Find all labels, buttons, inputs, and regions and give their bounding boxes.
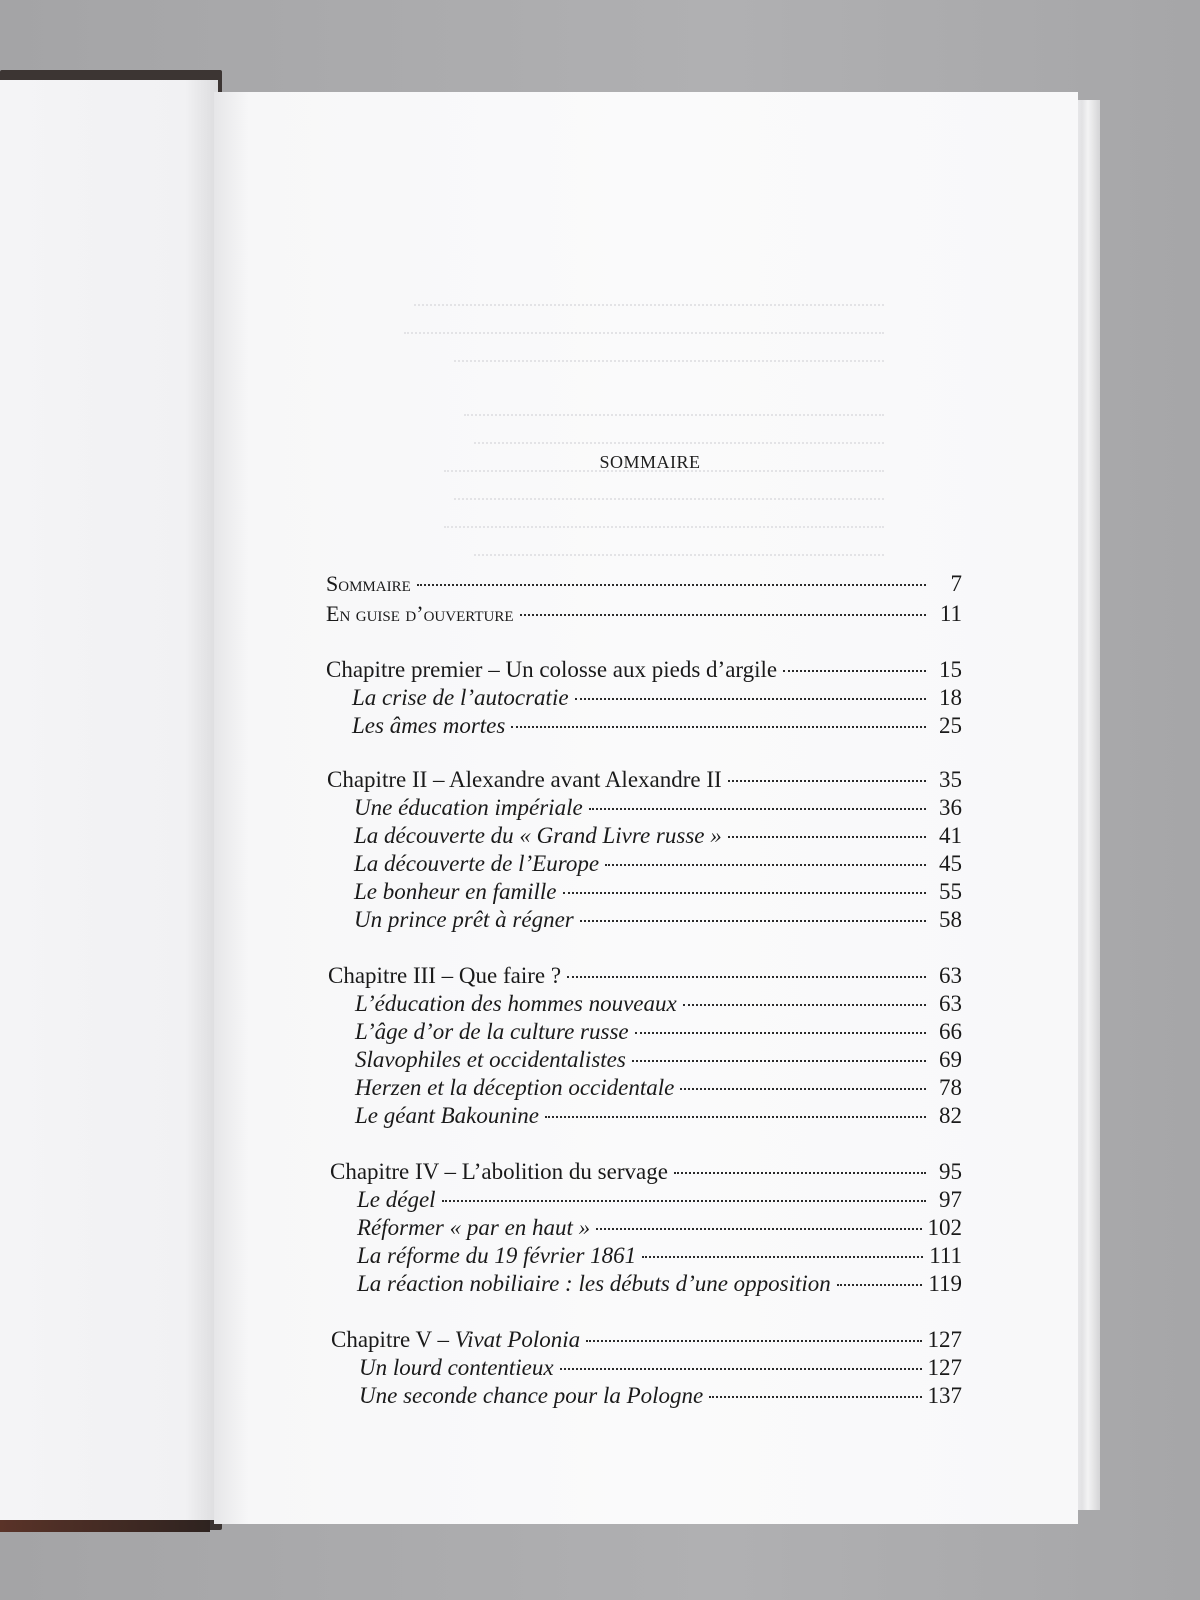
toc-entry-page: 7 bbox=[950, 571, 962, 596]
section-page: 78 bbox=[939, 1075, 962, 1100]
toc-entry-sommaire[interactable] bbox=[326, 570, 962, 598]
toc-section[interactable] bbox=[355, 1046, 962, 1074]
section-page: 58 bbox=[939, 907, 962, 932]
section-label: Réformer « par en haut » bbox=[357, 1215, 591, 1240]
dot-leader bbox=[605, 864, 926, 866]
section-label: Le géant Bakounine bbox=[355, 1103, 539, 1128]
chapter-title: Chapitre IV – L’abolition du servage bbox=[330, 1159, 668, 1184]
toc-entry-label: En guise d’ouverture bbox=[326, 601, 514, 626]
dot-leader bbox=[683, 1004, 926, 1006]
toc-section[interactable] bbox=[354, 878, 962, 906]
section-label: La découverte de l’Europe bbox=[354, 851, 600, 876]
dot-leader bbox=[635, 1032, 926, 1034]
left-page bbox=[0, 80, 218, 1520]
section-page: 137 bbox=[927, 1383, 962, 1408]
dot-leader bbox=[417, 584, 926, 586]
ghost-line bbox=[444, 526, 884, 528]
dot-leader bbox=[511, 726, 926, 728]
section-label: Le dégel bbox=[357, 1187, 436, 1212]
section-page: 119 bbox=[928, 1271, 962, 1296]
toc-chapter-3[interactable] bbox=[328, 962, 962, 990]
section-label: La réforme du 19 février 1861 bbox=[357, 1243, 637, 1268]
toc-chapter-1[interactable] bbox=[326, 656, 962, 684]
section-page: 25 bbox=[939, 713, 962, 738]
dot-leader bbox=[783, 670, 926, 672]
section-page: 63 bbox=[939, 991, 962, 1016]
ghost-line bbox=[414, 304, 884, 306]
ghost-line bbox=[454, 360, 884, 362]
toc-chapter-4[interactable] bbox=[330, 1158, 962, 1186]
toc-section[interactable] bbox=[359, 1382, 962, 1410]
dot-leader bbox=[575, 698, 926, 700]
chapter-title: Chapitre III – Que faire ? bbox=[328, 963, 562, 988]
section-label: Une éducation impériale bbox=[354, 795, 583, 820]
dot-leader bbox=[728, 780, 926, 782]
toc-chapter-2[interactable] bbox=[327, 766, 962, 794]
dot-leader bbox=[589, 808, 926, 810]
toc-entry-ouverture[interactable] bbox=[326, 600, 962, 628]
section-page: 69 bbox=[939, 1047, 962, 1072]
section-page: 102 bbox=[927, 1215, 962, 1240]
dot-leader bbox=[442, 1200, 926, 1202]
chapter-title bbox=[331, 1326, 580, 1354]
chapter-title-italic: Vivat Polonia bbox=[454, 1327, 581, 1352]
ghost-line bbox=[474, 442, 884, 444]
section-page: 82 bbox=[939, 1103, 962, 1128]
chapter-title-prefix: Chapitre V – bbox=[331, 1327, 455, 1352]
section-label: La crise de l’autocratie bbox=[352, 685, 569, 710]
toc-section[interactable] bbox=[354, 850, 962, 878]
section-label: La réaction nobiliaire : les débuts d’une opposition bbox=[357, 1271, 831, 1296]
section-label: Le bonheur en famille bbox=[354, 879, 557, 904]
section-label: La découverte du « Grand Livre russe » bbox=[354, 823, 722, 848]
dot-leader bbox=[520, 614, 926, 616]
dot-leader bbox=[632, 1060, 926, 1062]
dot-leader bbox=[837, 1284, 923, 1286]
chapter-page: 127 bbox=[927, 1327, 962, 1352]
section-label: Un lourd contentieux bbox=[359, 1355, 554, 1380]
dot-leader bbox=[560, 1368, 922, 1370]
section-label: L’âge d’or de la culture russe bbox=[355, 1019, 629, 1044]
toc-section[interactable] bbox=[354, 822, 962, 850]
chapter-title: Chapitre II – Alexandre avant Alexandre II bbox=[327, 767, 722, 792]
dot-leader bbox=[567, 976, 926, 978]
dot-leader bbox=[709, 1396, 921, 1398]
chapter-page: 15 bbox=[939, 657, 962, 682]
dot-leader bbox=[563, 892, 927, 894]
dot-leader bbox=[545, 1116, 926, 1118]
ghost-line bbox=[454, 498, 884, 500]
chapter-page: 63 bbox=[939, 963, 962, 988]
toc-section[interactable] bbox=[357, 1242, 962, 1270]
dot-leader bbox=[596, 1228, 921, 1230]
section-label: Les âmes mortes bbox=[352, 713, 506, 738]
toc-section[interactable] bbox=[354, 906, 962, 934]
chapter-title: Chapitre premier – Un colosse aux pieds d’argile bbox=[326, 657, 778, 682]
dot-leader bbox=[642, 1256, 923, 1258]
toc-section[interactable] bbox=[357, 1270, 962, 1298]
chapter-page: 35 bbox=[939, 767, 962, 792]
toc-section[interactable] bbox=[355, 990, 962, 1018]
toc-chapter-5[interactable] bbox=[331, 1326, 962, 1354]
toc-section[interactable] bbox=[357, 1186, 962, 1214]
section-page: 41 bbox=[939, 823, 962, 848]
section-page: 36 bbox=[939, 795, 962, 820]
toc-entry-page: 11 bbox=[939, 601, 962, 626]
section-page: 66 bbox=[939, 1019, 962, 1044]
toc-section[interactable] bbox=[357, 1214, 962, 1242]
toc-section[interactable] bbox=[352, 684, 962, 712]
page-title: SOMMAIRE bbox=[599, 452, 701, 472]
ghost-line bbox=[404, 332, 884, 334]
chapter-page: 95 bbox=[939, 1159, 962, 1184]
section-page: 18 bbox=[939, 685, 962, 710]
dot-leader bbox=[674, 1172, 926, 1174]
toc-section[interactable] bbox=[352, 712, 962, 740]
dot-leader bbox=[728, 836, 926, 838]
section-page: 97 bbox=[939, 1187, 962, 1212]
section-page: 45 bbox=[939, 851, 962, 876]
toc-section[interactable] bbox=[354, 794, 962, 822]
ghost-line bbox=[474, 554, 884, 556]
section-label: L’éducation des hommes nouveaux bbox=[355, 991, 677, 1016]
toc-section[interactable] bbox=[355, 1102, 962, 1130]
section-label: Slavophiles et occidentalistes bbox=[355, 1047, 626, 1072]
section-label: Un prince prêt à régner bbox=[354, 907, 574, 932]
ghost-line bbox=[464, 414, 884, 416]
dot-leader bbox=[586, 1340, 921, 1342]
section-page: 127 bbox=[927, 1355, 962, 1380]
section-page: 111 bbox=[929, 1243, 962, 1268]
dot-leader bbox=[680, 1088, 926, 1090]
toc-section[interactable] bbox=[359, 1354, 962, 1382]
section-label: Herzen et la déception occidentale bbox=[355, 1075, 675, 1100]
section-page: 55 bbox=[939, 879, 962, 904]
toc-entry-label: Sommaire bbox=[326, 571, 411, 596]
toc-section[interactable] bbox=[355, 1074, 962, 1102]
toc-section[interactable] bbox=[355, 1018, 962, 1046]
dot-leader bbox=[580, 920, 926, 922]
section-label: Une seconde chance pour la Pologne bbox=[359, 1383, 704, 1408]
